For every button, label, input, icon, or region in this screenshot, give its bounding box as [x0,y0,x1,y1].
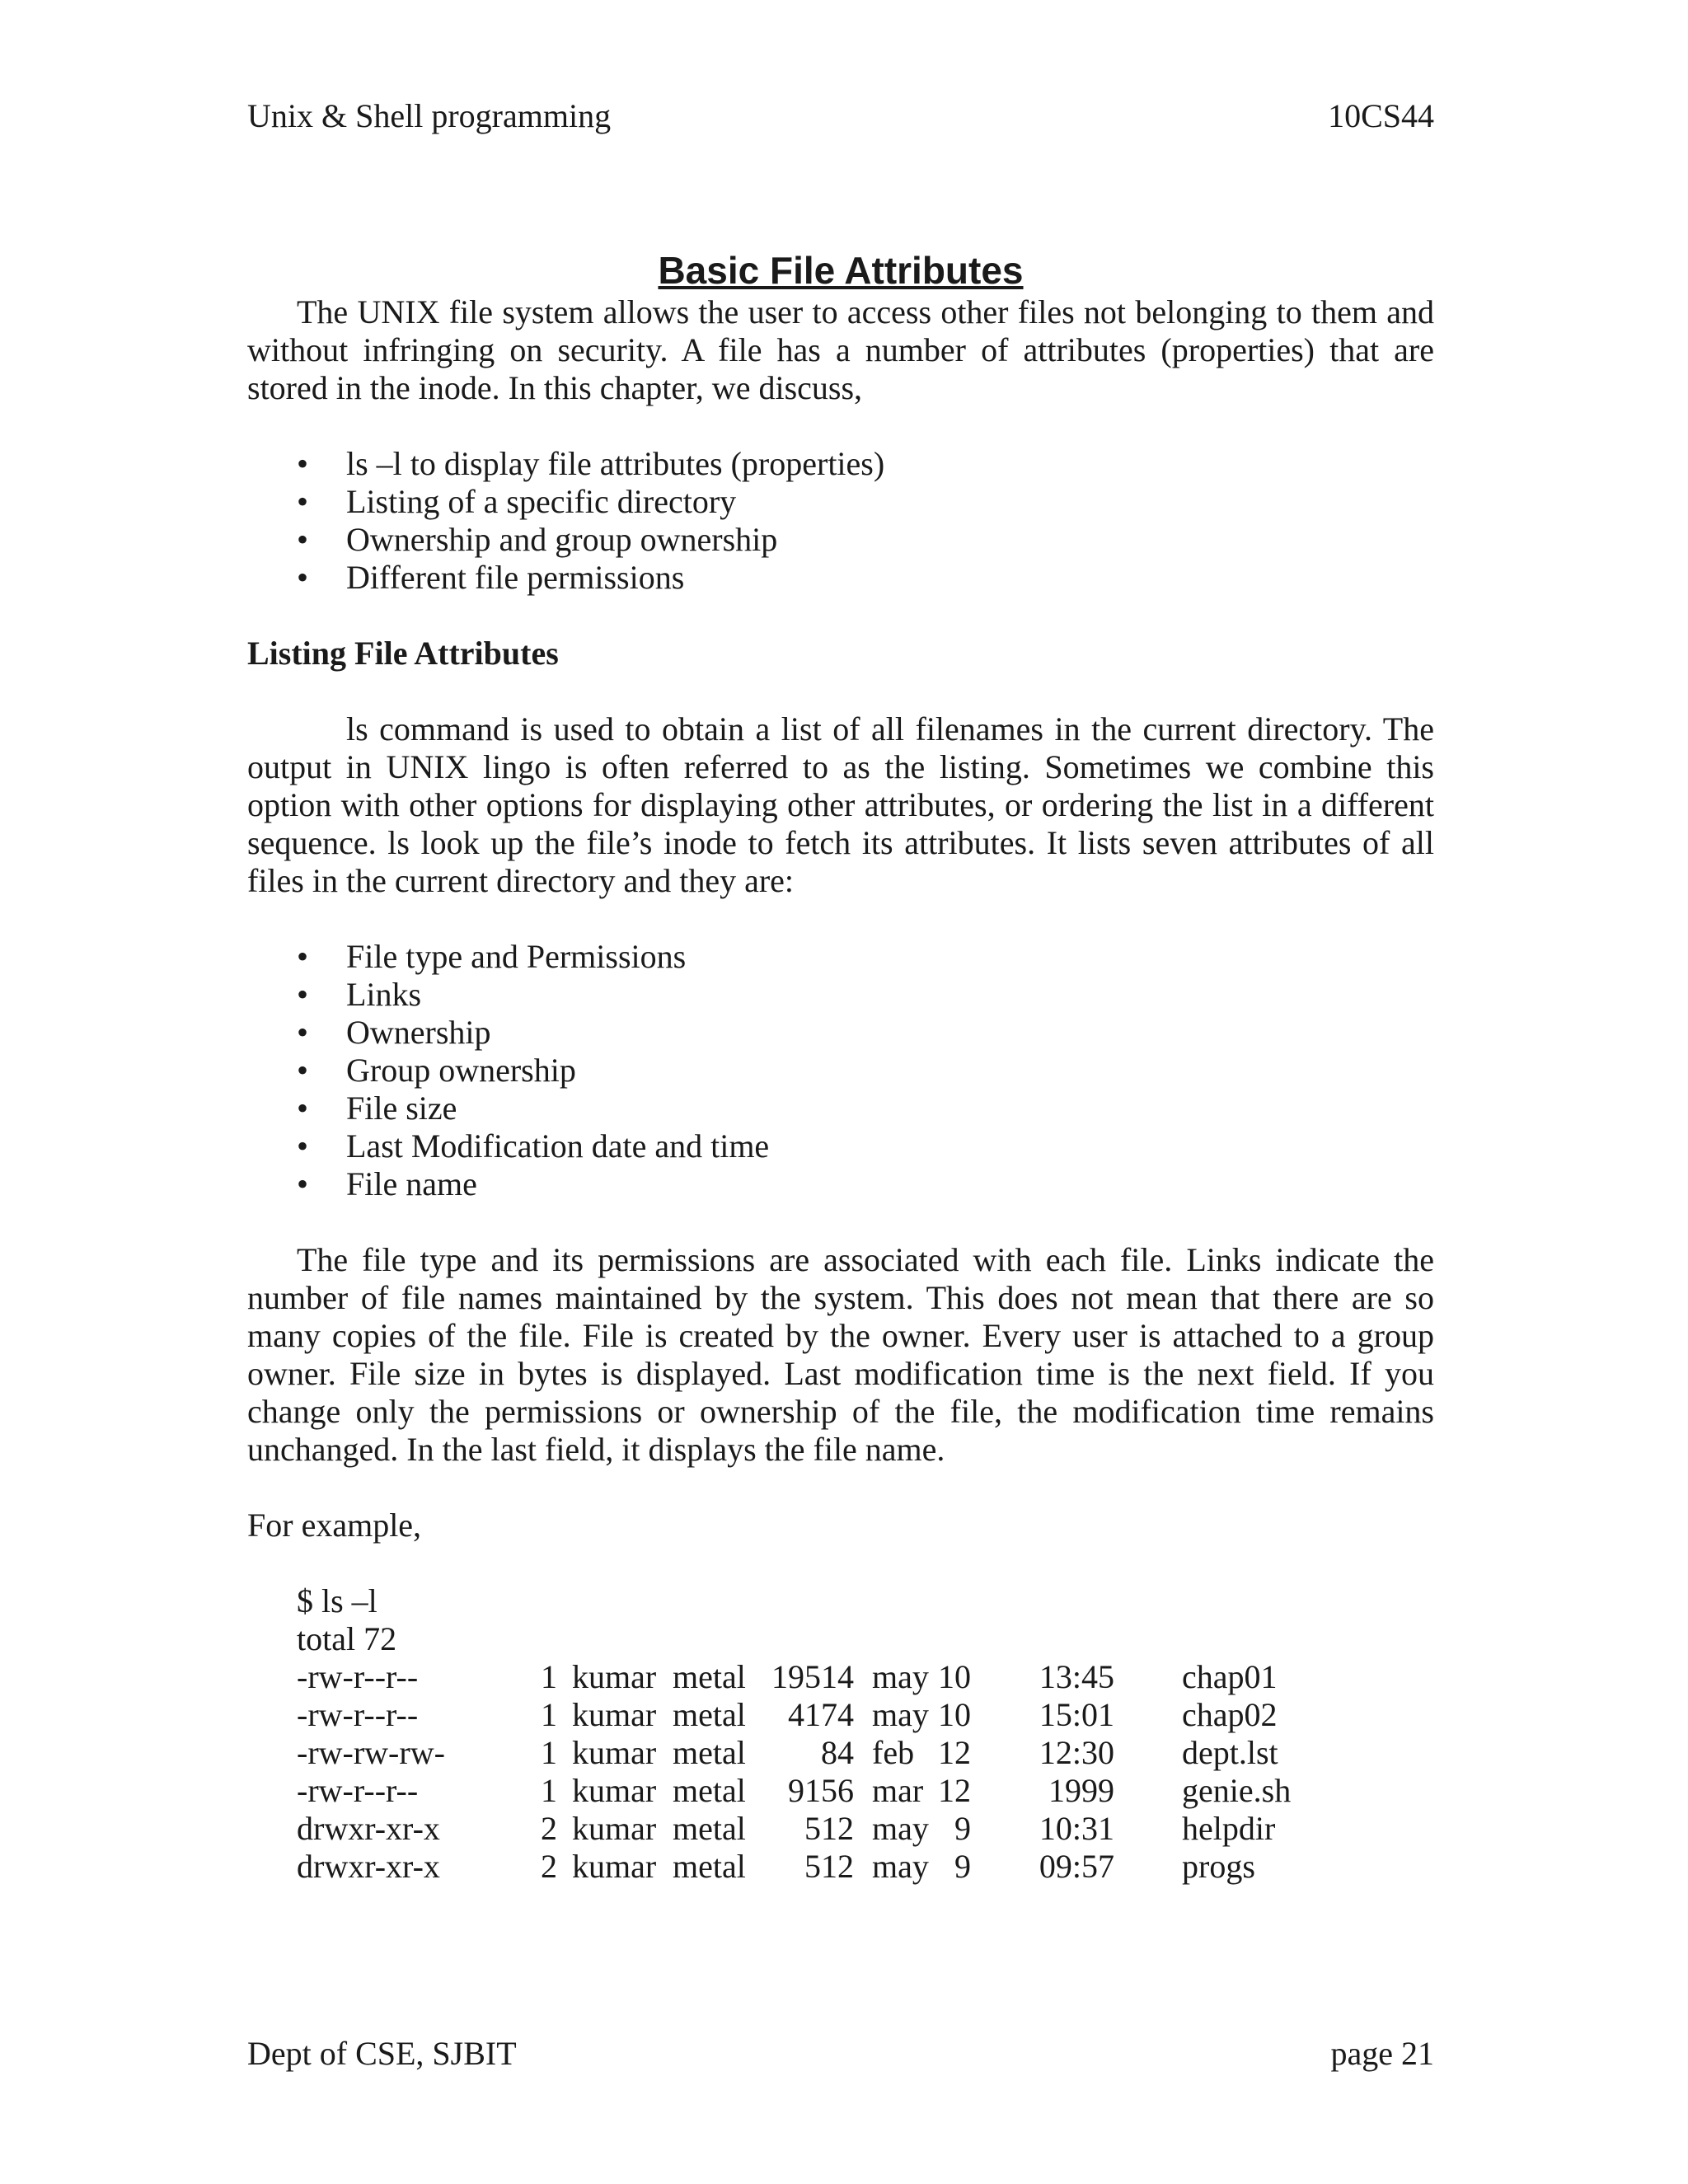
filename-cell: genie.sh [1182,1772,1292,1809]
example-label: For example, [247,1507,422,1544]
links-cell: 2 [541,1810,557,1847]
group-cell: metal [673,1696,746,1733]
owner-cell: kumar [572,1810,657,1847]
group-cell: metal [673,1734,746,1771]
size-cell: 9156 [788,1772,854,1809]
filename-cell: helpdir [1182,1810,1276,1847]
time-cell: 15:01 [1039,1696,1114,1733]
bullet-icon: • [297,1052,309,1089]
links-cell: 1 [541,1772,557,1809]
spacer [247,1544,1434,1582]
filename-cell: chap02 [1182,1696,1278,1733]
page-content [247,247,1434,1886]
listing-table [297,1658,1347,1886]
table-row [297,1696,1347,1734]
month-cell: may [872,1696,929,1733]
table-row [297,1658,1347,1696]
permissions-cell: -rw-rw-rw- [297,1734,445,1771]
list-item: • Listing of a specific directory [297,483,737,520]
intro-paragraph: The UNIX file system allows the user to access other files not belonging to them and without infringing on security. A file has a number of attributes (properties) that are stored in the inode. In this chapter, we discuss, [247,293,1434,406]
permissions-cell: -rw-r--r-- [297,1658,419,1695]
section-heading: Listing File Attributes [247,635,559,672]
links-cell: 1 [541,1658,557,1695]
list-item: • File name [297,1165,477,1202]
bullet-icon: • [297,938,309,975]
topics-list [247,445,1434,597]
owner-cell: kumar [572,1772,657,1809]
owner-cell: kumar [572,1658,657,1695]
table-row [297,1772,1347,1810]
bullet-icon: • [297,1014,309,1051]
ls-listing [297,1582,1434,1886]
list-item: • Ownership and group ownership [297,521,778,558]
table-row [297,1734,1347,1772]
shell-command: $ ls –l [297,1582,377,1619]
month-cell: mar [872,1772,924,1809]
list-item: • Group ownership [297,1052,576,1089]
size-cell: 19514 [771,1658,854,1695]
time-cell: 09:57 [1039,1848,1114,1885]
listing-total: total 72 [297,1620,397,1657]
month-cell: may [872,1810,929,1847]
permissions-cell: drwxr-xr-x [297,1848,440,1885]
permissions-cell: drwxr-xr-x [297,1810,440,1847]
time-cell: 10:31 [1039,1810,1114,1847]
ls-description-paragraph: ls command is used to obtain a list of all filenames in the current directory. The output in UNIX lingo is often referred to as the listing. Sometimes we combine this option with other options for displaying other attributes, or ordering the list in a different sequence. ls look up the file’s inode to fetch its attributes. It lists seven attributes of all files in the current directory and they are: [247,710,1434,899]
month-cell: may [872,1848,929,1885]
permissions-cell: -rw-r--r-- [297,1772,419,1809]
size-cell: 84 [821,1734,854,1771]
size-cell: 4174 [788,1696,854,1733]
list-item: • Last Modification date and time [297,1127,770,1165]
attributes-list [247,938,1434,1203]
list-item: • File type and Permissions [297,938,687,975]
list-item: • ls –l to display file attributes (properties) [297,445,885,482]
explanation-paragraph: The file type and its permissions are associated with each file. Links indicate the number of file names maintained by the system. This does not mean that there are so many copies of the file. File is created by the owner. Every user is attached to a group owner. File size in bytes is displayed. Last modification time is the next field. If you change only the permissions or ownership of the file, the modification time remains unchanged. In the last field, it displays the file name. [247,1241,1434,1468]
day-cell: 9 [954,1848,971,1885]
bullet-icon: • [297,521,309,558]
owner-cell: kumar [572,1696,657,1733]
day-cell: 12 [938,1734,971,1771]
list-item: • Links [297,976,422,1013]
bullet-icon: • [297,559,309,596]
filename-cell: progs [1182,1848,1255,1885]
list-item: • Ownership [297,1014,491,1051]
bullet-icon: • [297,1090,309,1127]
day-cell: 9 [954,1810,971,1847]
table-row [297,1848,1347,1886]
size-cell: 512 [804,1810,854,1847]
day-cell: 12 [938,1772,971,1809]
month-cell: feb [872,1734,915,1771]
bullet-icon: • [297,1127,309,1165]
time-cell: 12:30 [1039,1734,1114,1771]
table-row [297,1810,1347,1848]
group-cell: metal [673,1848,746,1885]
month-cell: may [872,1658,929,1695]
bullet-icon: • [297,976,309,1013]
bullet-icon: • [297,1165,309,1202]
permissions-cell: -rw-r--r-- [297,1696,419,1733]
filename-cell: dept.lst [1182,1734,1278,1771]
group-cell: metal [673,1810,746,1847]
time-cell: 1999 [1048,1772,1114,1809]
links-cell: 2 [541,1848,557,1885]
footer-department: Dept of CSE, SJBIT [247,2035,517,2072]
group-cell: metal [673,1658,746,1695]
page-title: Basic File Attributes [658,249,1024,292]
header-course-code: 10CS44 [1328,97,1434,134]
header-course-title: Unix & Shell programming [247,97,612,134]
owner-cell: kumar [572,1848,657,1885]
owner-cell: kumar [572,1734,657,1771]
filename-cell: chap01 [1182,1658,1278,1695]
links-cell: 1 [541,1696,557,1733]
size-cell: 512 [804,1848,854,1885]
time-cell: 13:45 [1039,1658,1114,1695]
day-cell: 10 [938,1696,971,1733]
list-item: • Different file permissions [297,559,685,596]
footer-page-number: page 21 [1330,2035,1434,2072]
day-cell: 10 [938,1658,971,1695]
group-cell: metal [673,1772,746,1809]
bullet-icon: • [297,483,309,520]
bullet-icon: • [297,445,309,482]
spacer [247,1469,1434,1507]
list-item: • File size [297,1090,457,1127]
links-cell: 1 [541,1734,557,1771]
